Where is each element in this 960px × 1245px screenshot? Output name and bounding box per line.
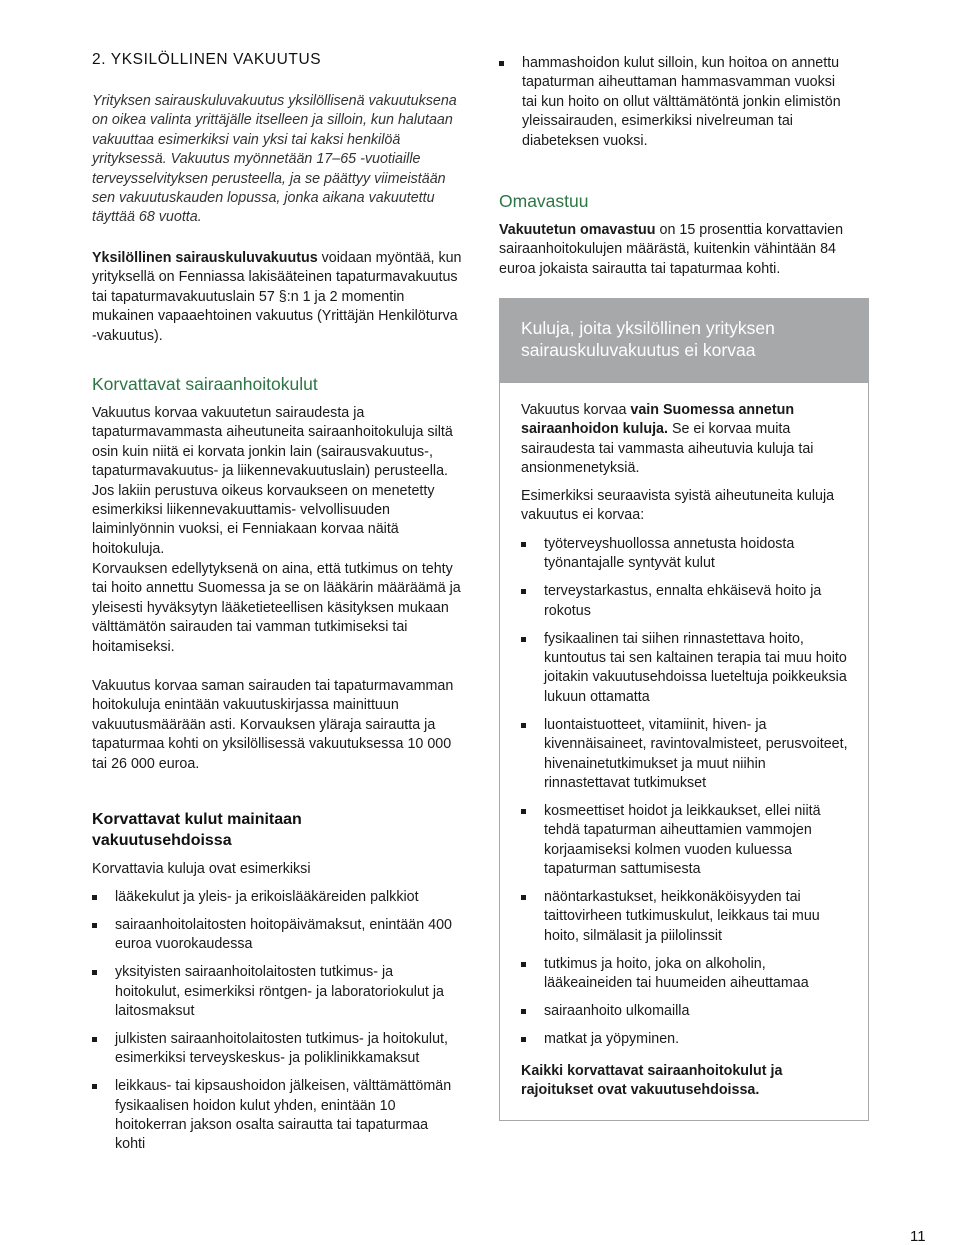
list-item: luontaistuotteet, vitamiinit, hiven- ja kivennäisaineet, ravintovalmisteet, perusvoiteet, hivenainetutkimukset ja muut niihin rinnastettavat tutkimukset: [521, 716, 851, 794]
deductible-paragraph: [499, 221, 864, 279]
deductible-text: on 15 prosenttia korvattavien sairaanhoitokulujen määrästä, kuitenkin vähintään 84 euroa jokaista sairautta tai tapaturmaa kohti.: [499, 222, 844, 277]
list-item: lääkekulut ja yleis- ja erikoislääkäreiden palkkiot: [92, 888, 452, 907]
heading-terms: Korvattavat kulut mainitaan vakuutusehdoissa: [92, 811, 302, 849]
list-item: tutkimus ja hoito, joka on alkoholin, lääkeaineiden tai huumeiden aiheuttamaa: [521, 955, 851, 994]
section-title: 2. YKSILÖLLINEN VAKUUTUS: [92, 51, 322, 68]
list-item: fysikaalinen tai siihen rinnastettava hoito, kuntoutus tai sen kaltainen terapia tai muu hoito joitakin vakuutusehdoissa lueteltuja poikkeuksia lukuun ottamatta: [521, 630, 851, 708]
list-item: sairaanhoitolaitosten hoitopäivämaksut, enintään 400 euroa vuorokaudessa: [92, 916, 452, 955]
exclusions-closing: Kaikki korvattavat sairaanhoitokulut ja rajoitukset ovat vakuutusehdoissa.: [521, 1063, 783, 1099]
continued-list: [499, 54, 854, 160]
list-item: näöntarkastukset, heikkonäköisyyden tai taittovirheen tutkimuskulut, leikkaus tai muu hoito, silmälasit ja piilolinssit: [521, 888, 851, 946]
eligibility-text: voidaan myöntää, kun yrityksellä on Fenniassa lakisääteinen tapaturmavakuutus tai tapaturmavakuutuslain 57 §:n 1 ja 2 momentin mukainen vapaaehtoinen vakuutus (Yrittäjän Henkilöturva -vakuutus).: [92, 250, 462, 344]
condition-paragraph: Korvauksen edellytyksenä on aina, että tutkimus on tehty tai hoito annettu Suomessa ja se on lääkärin määräämä ja yleisesti hyväksytyn lääketieteellisen käsityksen mukaan välttämätön sairauden tai vamman tutkimiseksi tai hoitamiseksi.: [92, 561, 461, 655]
heading-covered-costs: Korvattavat sairaanhoitokulut: [92, 374, 318, 394]
eligibility-paragraph: [92, 249, 464, 346]
terms-list: [92, 888, 452, 1163]
list-item: sairaanhoito ulkomailla: [521, 1002, 851, 1021]
list-item: leikkaus- tai kipsaushoidon jälkeisen, välttämättömän fysikaalisen hoidon kulut yhden, enintään 10 hoitokerran jakson osalta sairautta tai tapaturmaa kohti: [92, 1077, 452, 1155]
exclusions-lead: Esimerkiksi seuraavista syistä aiheutuneita kuluja vakuutus ei korvaa:: [521, 488, 835, 524]
list-item: matkat ja yöpyminen.: [521, 1030, 851, 1049]
intro-paragraph: Yrityksen sairauskuluvakuutus yksilöllisenä vakuutuksena on oikea valinta yrittäjälle itselleen ja silloin, kun halutaan vakuuttaa esimerkiksi vain yksi tai kaksi henkilöä yrityksessä. Vakuutus myönnetään 17–65 -vuotiaille terveysselvityksen perusteella, ja se päättyy viimeistään sen vakuutuskauden lopussa, jonka aikana vakuutettu täyttää 68 vuotta.: [92, 93, 457, 226]
exclusions-list: [521, 535, 851, 1058]
exclusions-intro-rest: Se ei korvaa muita sairaudesta tai vammasta aiheutuvia kuluja tai ansionmenetyksiä.: [521, 421, 814, 477]
exclusions-intro-a: Vakuutus korvaa: [521, 402, 631, 418]
covered-paragraph: Vakuutus korvaa vakuutetun sairaudesta ja tapaturmavammasta aiheutuneita sairaanhoitokuluja siltä osin kuin niitä ei korvata jonkin lain (sairausvakuutus-, tapaturmavakuutus- ja liikennevakuutuslain) perusteella. Jos lakiin perustuva oikeus korvaukseen on menetetty esimerkiksi liikennevakuuttamis- velvollisuuden laiminlyönnin vuoksi, ei Fenniakaan korvaa näitä hoitokuluja.: [92, 405, 453, 557]
list-item: julkisten sairaanhoitolaitosten tutkimus- ja hoitokulut, esimerkiksi terveyskeskus- ja poliklinikkamaksut: [92, 1030, 452, 1069]
page-number: 11: [910, 1228, 926, 1245]
list-item: työterveyshuollossa annetusta hoidosta työnantajalle syntyvät kulut: [521, 535, 851, 574]
heading-deductible: Omavastuu: [499, 191, 589, 211]
list-item: kosmeettiset hoidot ja leikkaukset, ellei niitä tehdä tapaturman aiheuttamien vammojen korjaamiseksi kolmen vuoden kuluessa tapaturman sattumisesta: [521, 802, 851, 880]
list-item: yksityisten sairaanhoitolaitosten tutkimus- ja hoitokulut, esimerkiksi röntgen- ja laboratoriokulut ja laitosmaksut: [92, 963, 452, 1021]
exclusions-intro: [521, 401, 851, 479]
list-item: terveystarkastus, ennalta ehkäisevä hoito ja rokotus: [521, 582, 851, 621]
eligibility-bold: Yksilöllinen sairauskuluvakuutus: [92, 250, 318, 266]
exclusions-intro-bold: vain Suomessa annetun sairaanhoidon kuluja.: [521, 402, 795, 438]
list-item: hammashoidon kulut silloin, kun hoitoa on annettu tapaturman aiheuttaman hammasvamman vuoksi tai kun hoito on ollut välttämätöntä jonkin elimistön yleissairauden, esimerkiksi nivelreuman tai diabeteksen vuoksi.: [499, 54, 854, 151]
deductible-bold: Vakuutetun omavastuu: [499, 222, 656, 238]
exclusions-banner: [499, 298, 869, 383]
exclusions-box: [499, 383, 869, 1121]
exclusions-banner-title: Kuluja, joita yksilöllinen yrityksen sairauskuluvakuutus ei korvaa: [521, 318, 775, 360]
limit-paragraph: Vakuutus korvaa saman sairauden tai tapaturmavamman hoitokuluja enintään vakuutuskirjassa mainittuun vakuutusmäärään asti. Korvauksen yläraja sairautta ja tapaturmaa kohti on yksilöllisessä vakuutuksessa 10 000 tai 26 000 euroa.: [92, 678, 454, 772]
terms-intro: Korvattavia kuluja ovat esimerkiksi: [92, 861, 311, 877]
